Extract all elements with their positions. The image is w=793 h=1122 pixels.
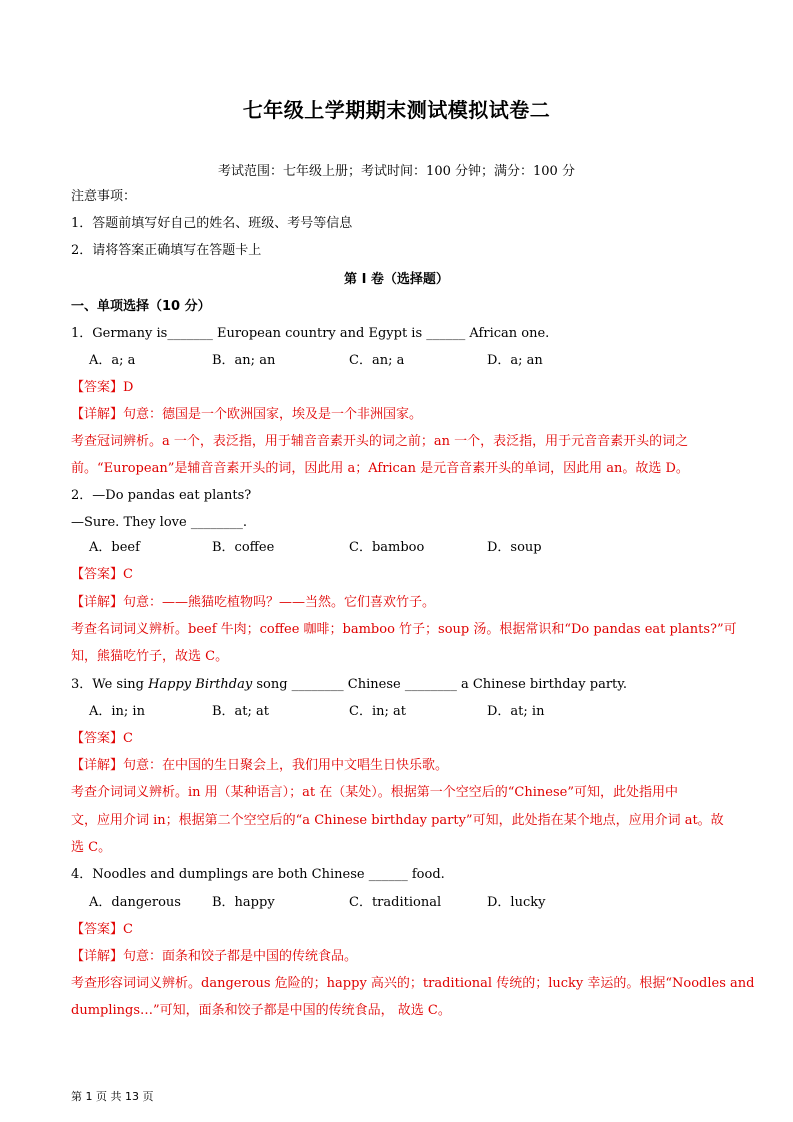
- option-a: A．beef: [89, 540, 140, 555]
- exam-info: 考试范围：七年级上册；考试时间：100 分钟；满分：100 分: [218, 164, 575, 179]
- question-stem: [71, 675, 731, 694]
- answer-label: 【答案】C: [71, 567, 133, 582]
- stem-text: 3．We sing: [71, 677, 149, 692]
- option-c: C．traditional: [349, 895, 442, 910]
- song-title: Happy Birthday: [148, 677, 253, 692]
- explanation-line: 考查名词词义辨析。beef 牛肉；coffee 咖啡；bamboo 竹子；soup 汤。根据常识和“Do pandas eat plants?”可: [71, 622, 737, 637]
- option-d: D．lucky: [487, 895, 546, 910]
- explanation-line: 考查冠词辨析。a 一个，表泛指，用于辅音音素开头的词之前；an 一个，表泛指，用于元音音素开头的词之: [71, 434, 689, 449]
- question-stem: —Sure. They love ________.: [71, 515, 247, 530]
- answer-label: 【答案】C: [71, 731, 133, 746]
- option-d: D．at; in: [487, 704, 545, 719]
- option-c: C．an; a: [349, 353, 405, 368]
- page-title: 七年级上学期期末测试模拟试卷二: [242, 98, 551, 122]
- explanation-line: dumplings…”可知，面条和饺子都是中国的传统食品， 故选 C。: [71, 1003, 451, 1018]
- option-b: B．at; at: [212, 704, 270, 719]
- option-b: B．happy: [212, 895, 275, 910]
- option-d: D．soup: [487, 540, 542, 555]
- note-item: 1．答题前填写好自己的姓名、班级、考号等信息: [71, 216, 353, 231]
- question-stem: 2．—Do pandas eat plants?: [71, 488, 252, 503]
- option-b: B．an; an: [212, 353, 276, 368]
- detail-line: 【详解】句意：在中国的生日聚会上，我们用中文唱生日快乐歌。: [71, 758, 449, 773]
- option-a: A．dangerous: [89, 895, 181, 910]
- stem-text: song ________ Chinese ________ a Chinese birthday party.: [252, 677, 628, 692]
- explanation-line: 选 C。: [71, 840, 112, 855]
- answer-label: 【答案】C: [71, 922, 133, 937]
- notes-heading: 注意事项：: [71, 189, 137, 204]
- explanation-line: 考查形容词词义辨析。dangerous 危险的；happy 高兴的；traditional 传统的；lucky 幸运的。根据“Noodles and: [71, 976, 755, 991]
- answer-label: 【答案】D: [71, 380, 134, 395]
- explanation-line: 文，应用介词 in；根据第二个空空后的“a Chinese birthday party”可知，此处指在某个地点，应用介词 at。故: [71, 813, 724, 828]
- explanation-line: 考查介词词义辨析。in 用（某种语言）；at 在（某处）。根据第一个空空后的“Chinese”可知，此处指用中: [71, 785, 678, 800]
- section-title: 第 I 卷（选择题）: [344, 272, 449, 287]
- option-a: A．a; a: [89, 353, 136, 368]
- explanation-line: 前。“European”是辅音音素开头的词，因此用 a；African 是元音音素开头的单词，因此用 an。故选 D。: [71, 461, 689, 476]
- question-stem: 4．Noodles and dumplings are both Chinese ______ food.: [71, 867, 445, 882]
- detail-line: 【详解】句意：——熊猫吃植物吗？——当然。它们喜欢竹子。: [71, 595, 436, 610]
- option-b: B．coffee: [212, 540, 275, 555]
- question-stem: 1．Germany is_______ European country and Egypt is ______ African one.: [71, 326, 550, 341]
- detail-line: 【详解】句意：德国是一个欧洲国家，埃及是一个非洲国家。: [71, 407, 423, 422]
- note-item: 2．请将答案正确填写在答题卡上: [71, 243, 262, 258]
- part-title: 一、单项选择（10 分）: [71, 299, 211, 314]
- detail-line: 【详解】句意：面条和饺子都是中国的传统食品。: [71, 949, 358, 964]
- option-d: D．a; an: [487, 353, 543, 368]
- page-footer: 第 1 页 共 13 页: [71, 1090, 154, 1103]
- option-c: C．in; at: [349, 704, 406, 719]
- option-a: A．in; in: [89, 704, 145, 719]
- option-c: C．bamboo: [349, 540, 425, 555]
- explanation-line: 知，熊猫吃竹子，故选 C。: [71, 649, 229, 664]
